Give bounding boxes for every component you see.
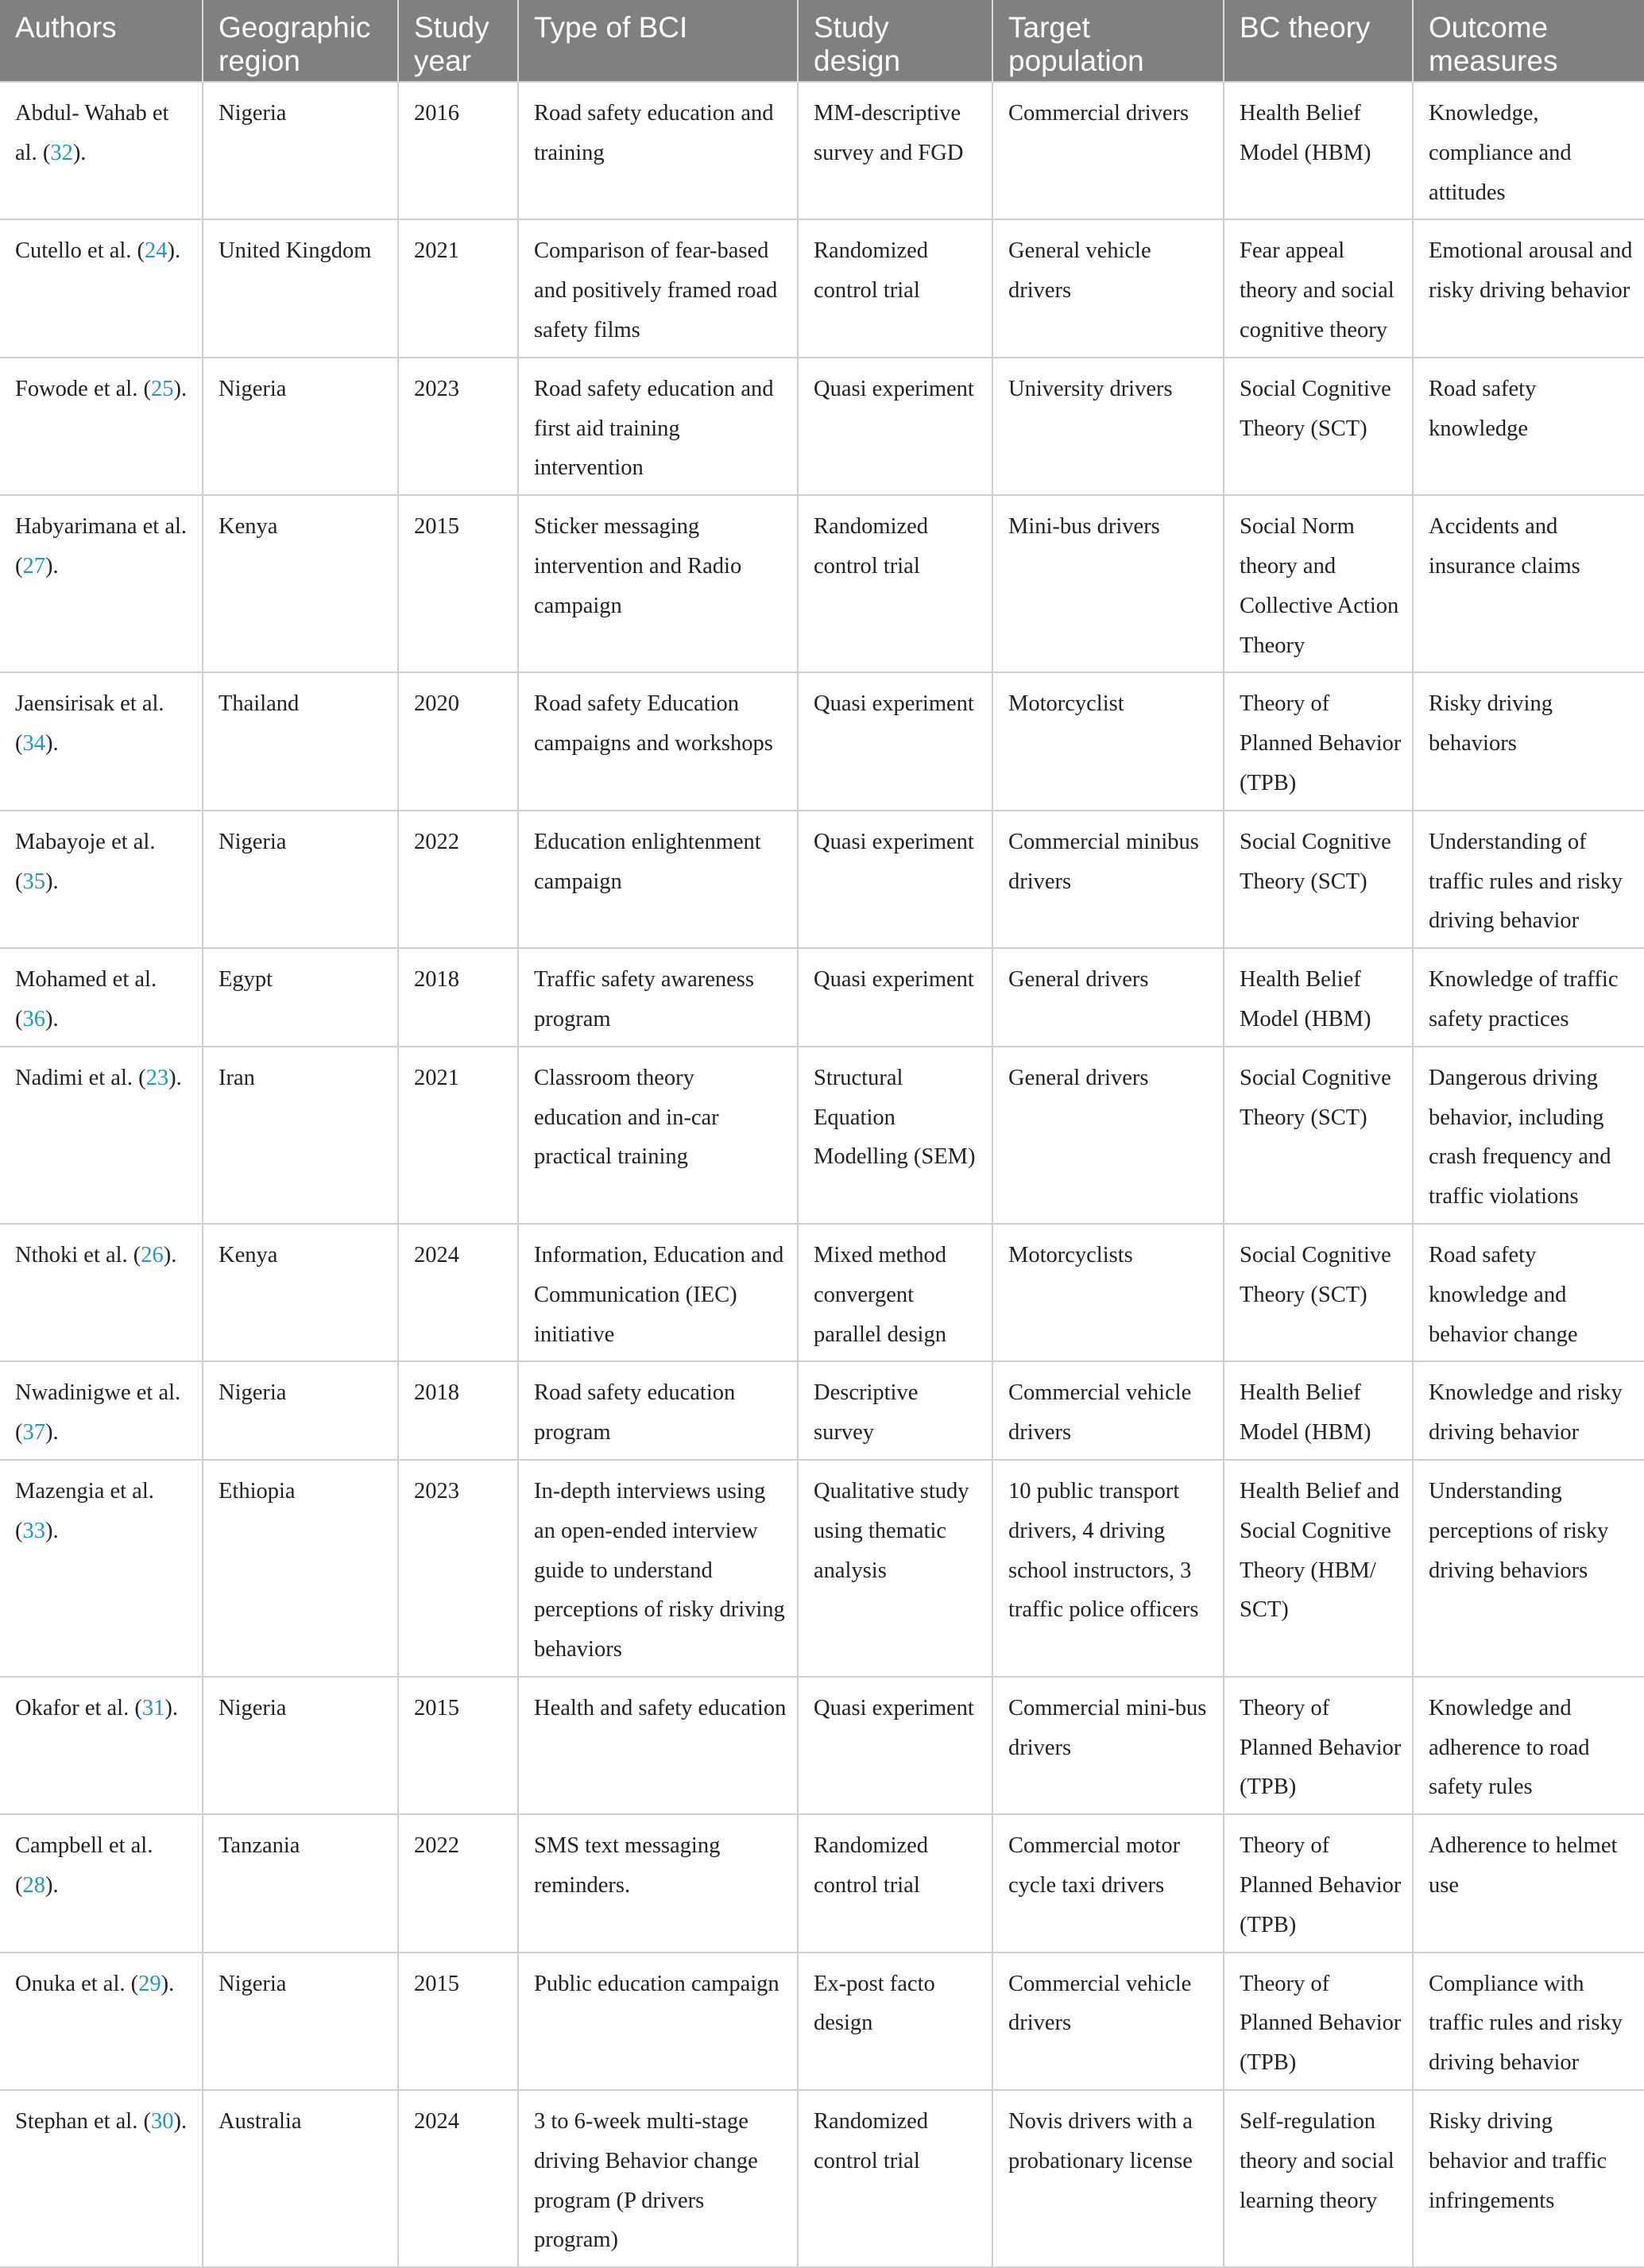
reference-link[interactable]: 26	[141, 1242, 164, 1268]
cell-bc-theory: Social Cognitive Theory (SCT)	[1224, 811, 1413, 948]
cell-target-population: Commercial drivers	[992, 82, 1224, 219]
cell-study-design: Randomized control trial	[798, 495, 992, 672]
table-row	[0, 1460, 1644, 1677]
cell-outcome-measures: Accidents and insurance claims	[1413, 495, 1644, 672]
cell-region: Kenya	[203, 495, 398, 672]
cell-target-population: Commercial vehicle drivers	[992, 1953, 1224, 2090]
cell-authors	[0, 1224, 203, 1361]
reference-link[interactable]: 25	[150, 376, 174, 401]
author-suffix: ).	[45, 731, 59, 757]
cell-outcome-measures: Compliance with traffic rules and risky driving behavior	[1413, 1953, 1644, 2090]
cell-year: 2016	[398, 82, 518, 219]
cell-target-population: General vehicle drivers	[992, 219, 1224, 357]
author-name: Fowode et al. (	[15, 376, 151, 401]
cell-outcome-measures: Road safety knowledge	[1413, 358, 1644, 495]
cell-bci-type: Classroom theory education and in-car practical training	[518, 1047, 798, 1224]
cell-bc-theory: Theory of Planned Behavior (TPB)	[1224, 1677, 1413, 1814]
column-header-bci-type: Type of BCI	[518, 0, 798, 82]
cell-study-design: Quasi experiment	[798, 672, 992, 810]
cell-year: 2020	[398, 672, 518, 810]
cell-authors	[0, 1953, 203, 2090]
author-suffix: ).	[45, 1006, 59, 1031]
table-row	[0, 811, 1644, 948]
author-suffix: ).	[173, 376, 188, 401]
cell-region: Australia	[203, 2090, 398, 2267]
cell-outcome-measures: Knowledge and risky driving behavior	[1413, 1361, 1644, 1460]
cell-bci-type: Road safety education and training	[518, 82, 798, 219]
cell-target-population: University drivers	[992, 358, 1224, 495]
cell-authors	[0, 672, 203, 810]
cell-authors	[0, 82, 203, 219]
cell-year: 2022	[398, 1814, 518, 1952]
cell-year: 2015	[398, 495, 518, 672]
table-row	[0, 2090, 1644, 2267]
cell-year: 2018	[398, 1361, 518, 1460]
cell-year: 2021	[398, 1047, 518, 1224]
cell-authors	[0, 811, 203, 948]
cell-target-population: 10 public transport drivers, 4 driving school instructors, 3 traffic police officers	[992, 1460, 1224, 1677]
cell-bci-type: Public education campaign	[518, 1953, 798, 2090]
table-header-row	[0, 0, 1644, 82]
cell-target-population: General drivers	[992, 1047, 1224, 1224]
cell-study-design: Structural Equation Modelling (SEM)	[798, 1047, 992, 1224]
author-name: Nwadinigwe et al. (	[15, 1380, 181, 1446]
cell-study-design: Descriptive survey	[798, 1361, 992, 1460]
author-suffix: ).	[168, 1065, 182, 1090]
reference-link[interactable]: 35	[22, 869, 45, 894]
author-suffix: ).	[164, 1695, 178, 1720]
author-name: Abdul- Wahab et al. (	[15, 101, 169, 165]
cell-outcome-measures: Adherence to helmet use	[1413, 1814, 1644, 1952]
column-header-authors: Authors	[0, 0, 203, 82]
table-row	[0, 1361, 1644, 1460]
cell-year: 2022	[398, 811, 518, 948]
cell-target-population: Mini-bus drivers	[992, 495, 1224, 672]
author-name: Mazengia et al. (	[15, 1478, 154, 1543]
author-suffix: ).	[45, 869, 59, 894]
cell-bci-type: In-depth interviews using an open-ended interview guide to understand perceptions of risky driving behaviors	[518, 1460, 798, 1677]
cell-bc-theory: Social Cognitive Theory (SCT)	[1224, 1047, 1413, 1224]
cell-authors	[0, 1361, 203, 1460]
cell-target-population: Commercial mini-bus drivers	[992, 1677, 1224, 1814]
cell-bc-theory: Social Cognitive Theory (SCT)	[1224, 1224, 1413, 1361]
cell-authors	[0, 2090, 203, 2267]
cell-year: 2015	[398, 1953, 518, 2090]
cell-bc-theory: Theory of Planned Behavior (TPB)	[1224, 1814, 1413, 1952]
cell-study-design: MM-descriptive survey and FGD	[798, 82, 992, 219]
table-row	[0, 1814, 1644, 1952]
cell-study-design: Randomized control trial	[798, 1814, 992, 1952]
cell-bci-type: Traffic safety awareness program	[518, 948, 798, 1047]
cell-target-population: Commercial vehicle drivers	[992, 1361, 1224, 1460]
cell-outcome-measures: Understanding of traffic rules and risky driving behavior	[1413, 811, 1644, 948]
cell-bc-theory: Fear appeal theory and social cognitive theory	[1224, 219, 1413, 357]
cell-bc-theory: Social Cognitive Theory (SCT)	[1224, 358, 1413, 495]
cell-bci-type: Comparison of fear-based and positively framed road safety films	[518, 219, 798, 357]
author-suffix: ).	[45, 1873, 59, 1898]
cell-region: Tanzania	[203, 1814, 398, 1952]
cell-bci-type: SMS text messaging reminders.	[518, 1814, 798, 1952]
cell-study-design: Quasi experiment	[798, 1677, 992, 1814]
column-header-bc-theory: BC theory	[1224, 0, 1413, 82]
author-suffix: ).	[173, 2109, 188, 2134]
author-name: Stephan et al. (	[15, 2109, 151, 2134]
cell-study-design: Quasi experiment	[798, 811, 992, 948]
column-header-year: Study year	[398, 0, 518, 82]
cell-region: Kenya	[203, 1224, 398, 1361]
cell-bc-theory: Self-regulation theory and social learning theory	[1224, 2090, 1413, 2267]
author-suffix: ).	[45, 1518, 59, 1543]
cell-bc-theory: Health Belief and Social Cognitive Theory (HBM/ SCT)	[1224, 1460, 1413, 1677]
cell-bc-theory: Health Belief Model (HBM)	[1224, 82, 1413, 219]
cell-authors	[0, 219, 203, 357]
cell-bci-type: Health and safety education	[518, 1677, 798, 1814]
author-name: Campbell et al. (	[15, 1833, 153, 1898]
reference-link[interactable]: 36	[22, 1006, 45, 1031]
cell-region: Iran	[203, 1047, 398, 1224]
cell-outcome-measures: Knowledge, compliance and attitudes	[1413, 82, 1644, 219]
cell-outcome-measures: Risky driving behaviors	[1413, 672, 1644, 810]
cell-target-population: Motorcyclists	[992, 1224, 1224, 1361]
table-row	[0, 948, 1644, 1047]
cell-authors	[0, 1814, 203, 1952]
column-header-region: Geographic region	[203, 0, 398, 82]
author-suffix: ).	[161, 1971, 175, 1996]
table-row	[0, 1224, 1644, 1361]
cell-region: Nigeria	[203, 1677, 398, 1814]
cell-authors	[0, 1047, 203, 1224]
cell-bci-type: Sticker messaging intervention and Radio campaign	[518, 495, 798, 672]
cell-year: 2023	[398, 358, 518, 495]
author-name: Mabayoje et al. (	[15, 829, 156, 894]
cell-authors	[0, 1460, 203, 1677]
cell-target-population: Commercial minibus drivers	[992, 811, 1224, 948]
author-name: Okafor et al. (	[15, 1695, 142, 1720]
cell-region: Egypt	[203, 948, 398, 1047]
cell-study-design: Qualitative study using thematic analysis	[798, 1460, 992, 1677]
cell-year: 2024	[398, 2090, 518, 2267]
cell-study-design: Quasi experiment	[798, 948, 992, 1047]
cell-target-population: Commercial motor cycle taxi drivers	[992, 1814, 1224, 1952]
author-suffix: ).	[167, 238, 181, 264]
author-name: Onuka et al. (	[15, 1971, 139, 1996]
table-row	[0, 495, 1644, 672]
cell-region: Nigeria	[203, 358, 398, 495]
table-row	[0, 1677, 1644, 1814]
reference-link[interactable]: 28	[22, 1873, 45, 1898]
author-name: Jaensirisak et al. (	[15, 691, 164, 757]
table-row	[0, 672, 1644, 810]
cell-region: United Kingdom	[203, 219, 398, 357]
cell-bc-theory: Theory of Planned Behavior (TPB)	[1224, 672, 1413, 810]
cell-authors	[0, 495, 203, 672]
reference-link[interactable]: 29	[138, 1971, 161, 1996]
cell-bci-type: 3 to 6-week multi-stage driving Behavior change program (P drivers program)	[518, 2090, 798, 2267]
column-header-target-population: Target population	[992, 0, 1224, 82]
cell-study-design: Quasi experiment	[798, 358, 992, 495]
cell-bc-theory: Theory of Planned Behavior (TPB)	[1224, 1953, 1413, 2090]
cell-study-design: Randomized control trial	[798, 2090, 992, 2267]
reference-link[interactable]: 34	[22, 731, 45, 757]
cell-bci-type: Road safety Education campaigns and workshops	[518, 672, 798, 810]
cell-region: Nigeria	[203, 1953, 398, 2090]
cell-year: 2018	[398, 948, 518, 1047]
table-row	[0, 82, 1644, 219]
table-body	[0, 82, 1644, 2267]
cell-target-population: Novis drivers with a probationary license	[992, 2090, 1224, 2267]
reference-link[interactable]: 32	[50, 140, 73, 165]
author-suffix: ).	[72, 140, 87, 165]
author-name: Nadimi et al. (	[15, 1065, 146, 1090]
cell-target-population: General drivers	[992, 948, 1224, 1047]
author-name: Nthoki et al. (	[15, 1242, 141, 1268]
author-suffix: ).	[45, 553, 59, 579]
table-row	[0, 1953, 1644, 2090]
author-name: Mohamed et al. (	[15, 967, 157, 1031]
cell-year: 2023	[398, 1460, 518, 1677]
cell-authors	[0, 358, 203, 495]
cell-authors	[0, 948, 203, 1047]
reference-link[interactable]: 33	[22, 1518, 45, 1543]
cell-region: Nigeria	[203, 1361, 398, 1460]
cell-target-population: Motorcyclist	[992, 672, 1224, 810]
cell-region: Nigeria	[203, 82, 398, 219]
cell-year: 2024	[398, 1224, 518, 1361]
cell-outcome-measures: Understanding perceptions of risky driving behaviors	[1413, 1460, 1644, 1677]
reference-link[interactable]: 31	[141, 1695, 165, 1720]
cell-outcome-measures: Emotional arousal and risky driving behavior	[1413, 219, 1644, 357]
reference-link[interactable]: 27	[22, 553, 45, 579]
reference-link[interactable]: 30	[150, 2109, 174, 2134]
cell-bci-type: Education enlightenment campaign	[518, 811, 798, 948]
author-suffix: ).	[45, 1420, 59, 1446]
cell-region: Ethiopia	[203, 1460, 398, 1677]
cell-outcome-measures: Risky driving behavior and traffic infringements	[1413, 2090, 1644, 2267]
cell-year: 2015	[398, 1677, 518, 1814]
column-header-study-design: Study design	[798, 0, 992, 82]
cell-bci-type: Road safety education program	[518, 1361, 798, 1460]
cell-outcome-measures: Dangerous driving behavior, including crash frequency and traffic violations	[1413, 1047, 1644, 1224]
table-row	[0, 1047, 1644, 1224]
cell-year: 2021	[398, 219, 518, 357]
cell-outcome-measures: Knowledge and adherence to road safety rules	[1413, 1677, 1644, 1814]
cell-study-design: Randomized control trial	[798, 219, 992, 357]
cell-region: Nigeria	[203, 811, 398, 948]
cell-bc-theory: Social Norm theory and Collective Action Theory	[1224, 495, 1413, 672]
cell-bci-type: Information, Education and Communication (IEC) initiative	[518, 1224, 798, 1361]
table-row	[0, 358, 1644, 495]
author-name: Habyarimana et al. (	[15, 514, 188, 579]
reference-link[interactable]: 24	[145, 238, 168, 264]
cell-bc-theory: Health Belief Model (HBM)	[1224, 1361, 1413, 1460]
cell-bci-type: Road safety education and first aid training intervention	[518, 358, 798, 495]
author-name: Cutello et al. (	[15, 238, 145, 264]
cell-region: Thailand	[203, 672, 398, 810]
table-row	[0, 219, 1644, 357]
author-suffix: ).	[163, 1242, 177, 1268]
cell-bc-theory: Health Belief Model (HBM)	[1224, 948, 1413, 1047]
cell-authors	[0, 1677, 203, 1814]
cell-study-design: Ex-post facto design	[798, 1953, 992, 2090]
column-header-outcome-measures: Outcome measures	[1413, 0, 1644, 82]
cell-study-design: Mixed method convergent parallel design	[798, 1224, 992, 1361]
cell-outcome-measures: Road safety knowledge and behavior change	[1413, 1224, 1644, 1361]
cell-outcome-measures: Knowledge of traffic safety practices	[1413, 948, 1644, 1047]
reference-link[interactable]: 37	[22, 1420, 45, 1446]
reference-link[interactable]: 23	[145, 1065, 169, 1090]
